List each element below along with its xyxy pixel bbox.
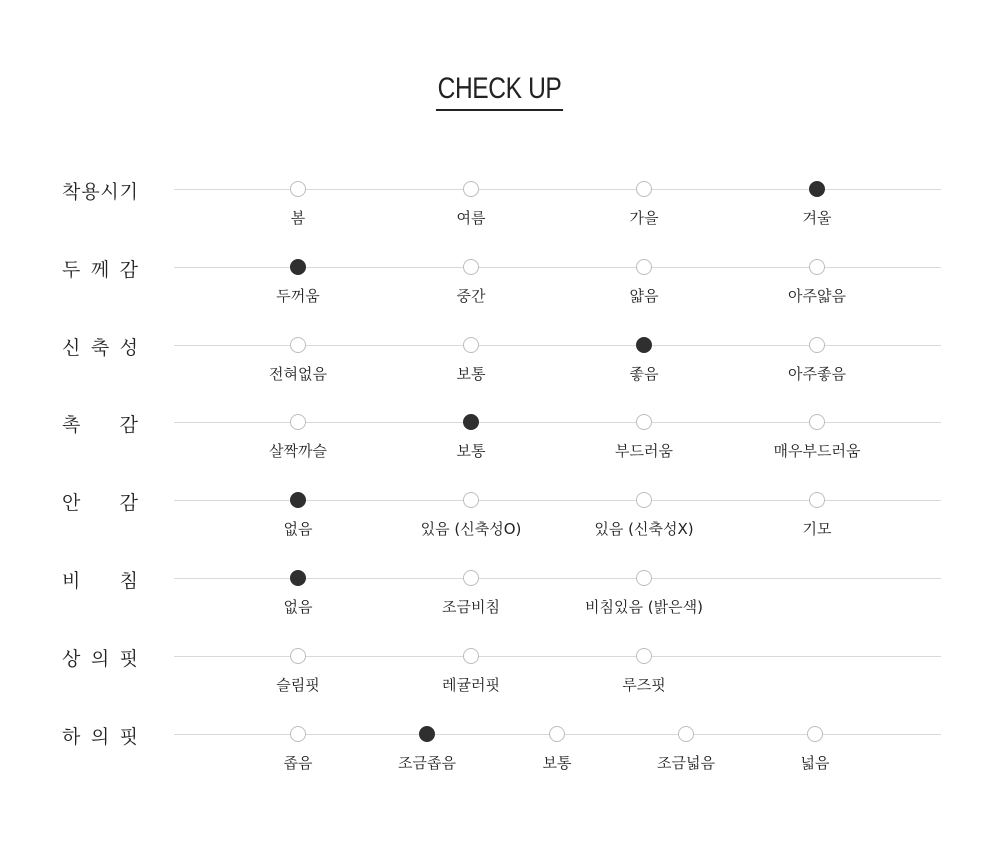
option-marker-selected — [809, 181, 825, 197]
checkup-row — [0, 256, 1000, 316]
option-marker-selected — [636, 337, 652, 353]
option-label: 보통 — [542, 754, 572, 772]
option-label: 기모 — [802, 520, 832, 538]
option-marker — [636, 414, 652, 430]
option-label: 조금좁음 — [398, 754, 456, 772]
row-label-char: 용 — [81, 180, 100, 203]
row-label — [62, 256, 138, 280]
option-marker — [636, 570, 652, 586]
row-label — [62, 723, 138, 747]
option-marker — [463, 492, 479, 508]
option-marker-selected — [290, 492, 306, 508]
option-label: 봄 — [290, 209, 306, 227]
option-label: 있음 (신축성X) — [594, 520, 694, 538]
row-label-char: 두 — [62, 258, 81, 281]
checkup-row — [0, 411, 1000, 471]
option-label: 전혀없음 — [269, 365, 327, 383]
option-marker — [636, 181, 652, 197]
option-marker — [549, 726, 565, 742]
option-label: 좁음 — [283, 754, 313, 772]
row-label-char: 감 — [119, 413, 138, 436]
option-label: 보통 — [456, 442, 486, 460]
checkup-row — [0, 489, 1000, 549]
checkup-row — [0, 723, 1000, 783]
checkup-row — [0, 178, 1000, 238]
option-label: 루즈핏 — [622, 676, 666, 694]
row-label-char: 촉 — [62, 413, 81, 436]
option-label: 조금비침 — [442, 598, 500, 616]
row-label — [62, 178, 138, 202]
option-marker-selected — [290, 259, 306, 275]
option-label: 두꺼움 — [276, 287, 320, 305]
option-label: 없음 — [283, 598, 313, 616]
row-label — [62, 567, 138, 591]
option-marker-selected — [290, 570, 306, 586]
row-label — [62, 489, 138, 513]
row-label-char: 착 — [62, 180, 81, 203]
option-label: 겨울 — [802, 209, 832, 227]
option-label: 없음 — [283, 520, 313, 538]
row-label — [62, 334, 138, 358]
check-up-header — [0, 70, 1000, 111]
option-label: 부드러움 — [615, 442, 673, 460]
option-label: 있음 (신축성O) — [420, 520, 522, 538]
row-label-char: 침 — [119, 569, 138, 592]
option-marker — [290, 181, 306, 197]
row-label-char: 축 — [90, 336, 110, 359]
option-marker — [290, 414, 306, 430]
option-marker — [290, 726, 306, 742]
option-label: 비침있음 (밝은색) — [585, 598, 703, 616]
row-label-char: 안 — [62, 491, 81, 514]
option-label: 살짝까슬 — [269, 442, 327, 460]
option-marker — [463, 570, 479, 586]
option-marker — [636, 492, 652, 508]
option-marker — [809, 492, 825, 508]
row-label — [62, 411, 138, 435]
option-label: 조금넓음 — [657, 754, 715, 772]
option-marker — [636, 648, 652, 664]
row-label-char: 핏 — [119, 647, 138, 670]
row-label-char: 신 — [62, 336, 81, 359]
checkup-row — [0, 334, 1000, 394]
option-marker — [678, 726, 694, 742]
row-label-char: 성 — [119, 336, 138, 359]
option-marker — [290, 337, 306, 353]
option-label: 넓음 — [800, 754, 830, 772]
checkup-row — [0, 645, 1000, 705]
option-marker-selected — [463, 414, 479, 430]
option-marker-selected — [419, 726, 435, 742]
option-label: 레귤러핏 — [442, 676, 500, 694]
option-label: 여름 — [456, 209, 486, 227]
row-label-char: 감 — [119, 258, 138, 281]
option-marker — [463, 337, 479, 353]
option-label: 가을 — [629, 209, 659, 227]
checkup-row — [0, 567, 1000, 627]
option-label: 매우부드러움 — [773, 442, 861, 460]
row-label-char: 하 — [62, 725, 81, 748]
option-label: 아주좋음 — [788, 365, 846, 383]
row-label-char: 시 — [100, 180, 119, 203]
row-label-char: 께 — [90, 258, 110, 281]
option-label: 아주얇음 — [788, 287, 846, 305]
option-label: 좋음 — [629, 365, 659, 383]
row-label-char: 비 — [62, 569, 81, 592]
option-marker — [807, 726, 823, 742]
option-label: 슬림핏 — [276, 676, 320, 694]
row-label-char: 의 — [90, 647, 110, 670]
row-label-char: 의 — [90, 725, 110, 748]
option-marker — [463, 648, 479, 664]
option-marker — [463, 181, 479, 197]
option-marker — [809, 259, 825, 275]
row-label-char: 기 — [119, 180, 138, 203]
page-title: CHECK UP — [436, 70, 563, 111]
option-marker — [809, 414, 825, 430]
option-label: 중간 — [456, 287, 486, 305]
option-marker — [463, 259, 479, 275]
option-marker — [636, 259, 652, 275]
row-label-char: 감 — [119, 491, 138, 514]
row-label — [62, 645, 138, 669]
option-marker — [290, 648, 306, 664]
row-label-char: 핏 — [119, 725, 138, 748]
option-label: 보통 — [456, 365, 486, 383]
row-label-char: 상 — [62, 647, 81, 670]
option-label: 얇음 — [629, 287, 659, 305]
option-marker — [809, 337, 825, 353]
